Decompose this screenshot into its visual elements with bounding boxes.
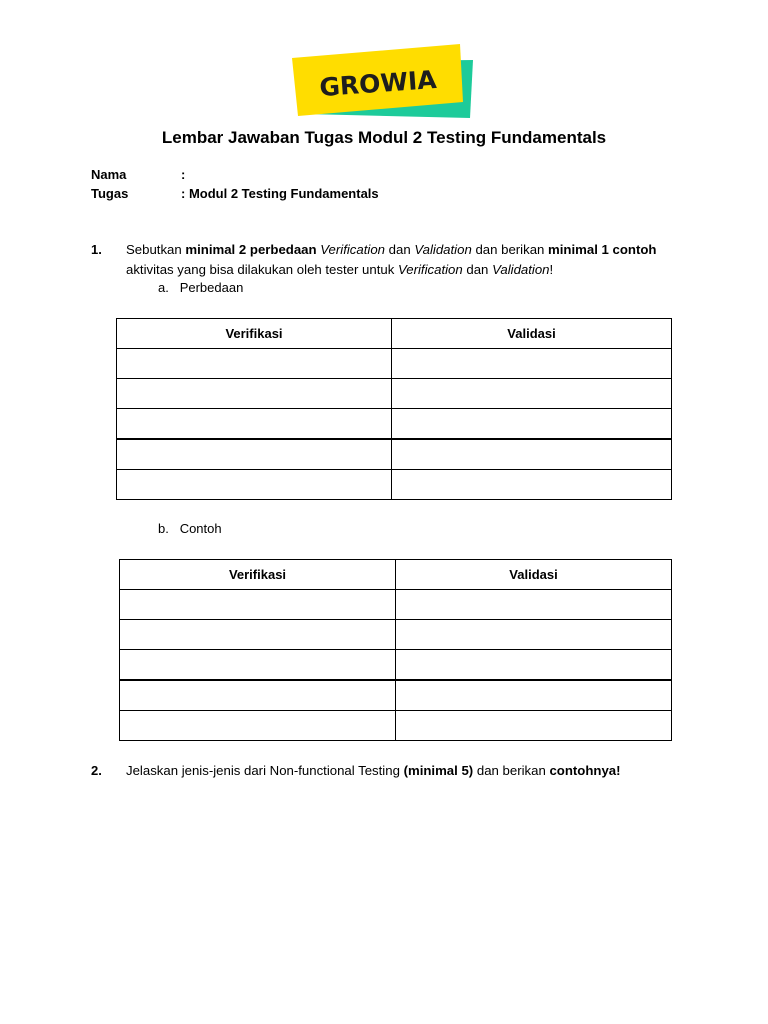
text-run: contohnya!: [549, 763, 621, 778]
table-header-row: [117, 319, 672, 349]
answer-cell[interactable]: [117, 439, 392, 470]
header-verifikasi: Verifikasi: [120, 560, 396, 590]
text-run: Sebutkan: [126, 242, 186, 257]
text-run: Verification: [397, 262, 463, 277]
text-run: !: [549, 262, 554, 277]
text-run: aktivitas yang bisa dilakukan oleh tester untuk: [126, 262, 398, 277]
answer-cell[interactable]: [117, 470, 392, 500]
sub-a-label: Perbedaan: [179, 280, 244, 295]
text-run: Jelaskan jenis-jenis dari Non-functional Testing: [126, 763, 404, 778]
answer-cell[interactable]: [120, 680, 396, 711]
text-run: Verification: [320, 242, 385, 257]
table-row: [117, 409, 672, 440]
table-row: [117, 470, 672, 500]
table-row: [117, 439, 672, 470]
text-run: (minimal 5): [403, 763, 474, 778]
table-contoh: [119, 559, 672, 741]
answer-cell[interactable]: [396, 590, 672, 620]
answer-cell[interactable]: [392, 379, 672, 409]
table-header-row: [120, 560, 672, 590]
text-run: Validation: [492, 262, 550, 277]
text-run: dan: [385, 242, 415, 257]
answer-cell[interactable]: [120, 711, 396, 741]
answer-cell[interactable]: [117, 349, 392, 379]
table-row: [120, 620, 672, 650]
answer-cell[interactable]: [392, 470, 672, 500]
text-run: dan berikan: [471, 242, 549, 257]
table-row: [117, 379, 672, 409]
nama-label: Nama: [91, 167, 127, 182]
answer-cell[interactable]: [392, 349, 672, 379]
table-row: [120, 650, 672, 681]
table-row: [120, 680, 672, 711]
text-run: dan berikan: [473, 763, 550, 778]
table-row: [120, 590, 672, 620]
answer-cell[interactable]: [117, 409, 392, 440]
answer-cell[interactable]: [396, 711, 672, 741]
text-run: minimal 2 perbedaan: [185, 242, 317, 257]
answer-cell[interactable]: [396, 650, 672, 681]
header-validasi: Validasi: [396, 560, 672, 590]
tugas-value: : Modul 2 Testing Fundamentals: [181, 186, 379, 201]
question-1-number: 1.: [91, 242, 102, 257]
table-row: [120, 711, 672, 741]
sub-a-letter: a.: [158, 280, 169, 295]
text-run: dan: [462, 262, 493, 277]
sub-b: [158, 521, 222, 536]
answer-cell[interactable]: [396, 620, 672, 650]
header-validasi: Validasi: [392, 319, 672, 349]
answer-cell[interactable]: [120, 650, 396, 681]
logo-text: GROWIA: [318, 64, 438, 103]
table-row: [117, 349, 672, 379]
nama-value: :: [181, 167, 186, 182]
text-run: minimal 1 contoh: [548, 242, 657, 257]
question-1-text: [126, 240, 666, 280]
answer-cell[interactable]: [117, 379, 392, 409]
document-title: Lembar Jawaban Tugas Modul 2 Testing Fundamentals: [161, 128, 607, 147]
answer-cell[interactable]: [396, 680, 672, 711]
logo-graphic: [292, 44, 476, 120]
answer-cell[interactable]: [120, 590, 396, 620]
header-verifikasi: Verifikasi: [117, 319, 392, 349]
table-perbedaan: [116, 318, 672, 500]
answer-cell[interactable]: [392, 409, 672, 440]
growia-logo: [292, 44, 476, 120]
sub-b-label: Contoh: [179, 521, 222, 536]
answer-cell[interactable]: [392, 439, 672, 470]
sub-a: [158, 280, 243, 295]
question-2-text: [126, 761, 666, 781]
text-run: Validation: [414, 242, 472, 257]
answer-cell[interactable]: [120, 620, 396, 650]
question-2-number: 2.: [91, 763, 102, 778]
sub-b-letter: b.: [158, 521, 169, 536]
tugas-label: Tugas: [91, 186, 129, 201]
